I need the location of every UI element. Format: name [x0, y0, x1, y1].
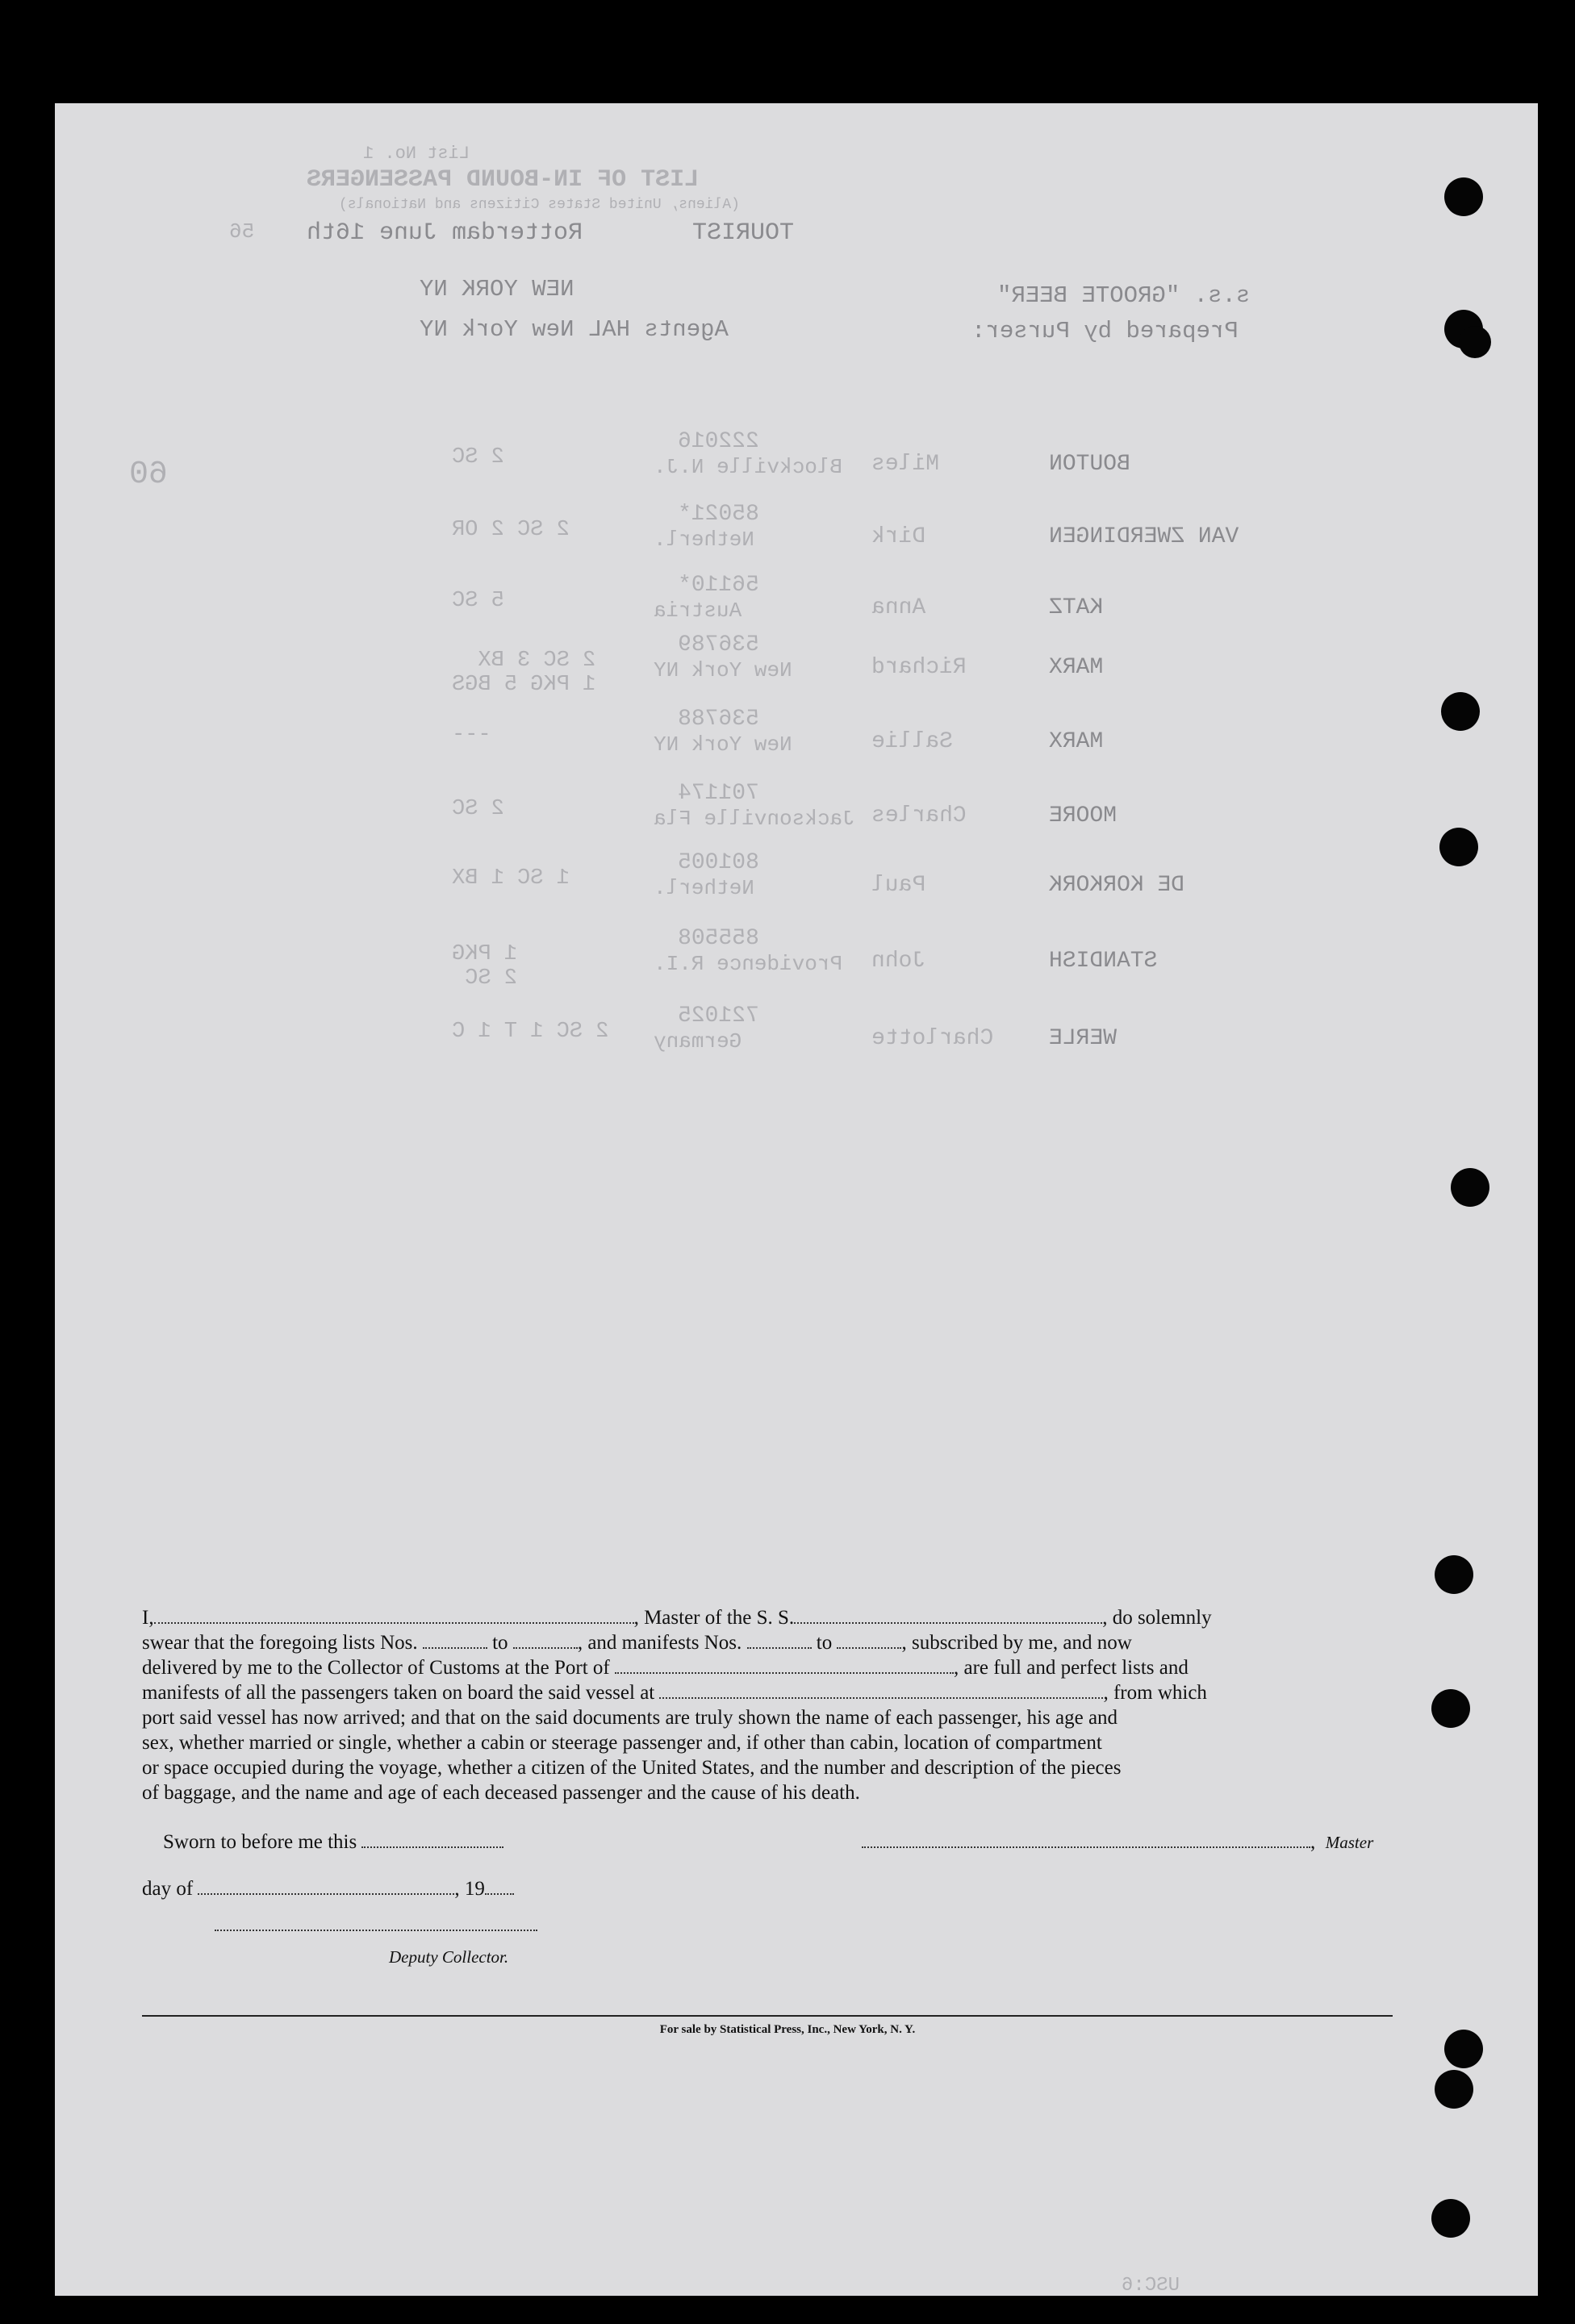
tourist-label: TOURIST [692, 219, 795, 247]
arrival-port: NEW YORK NY [420, 276, 574, 302]
passenger-surname: WERLE [1049, 1026, 1118, 1051]
passenger-number: 801005 [678, 850, 759, 875]
binder-hole [1435, 1555, 1473, 1594]
passenger-codes: 2 SC [452, 445, 504, 469]
passenger-surname: KATZ [1049, 595, 1104, 620]
passenger-address: New York NY [654, 732, 792, 757]
declaration-line: of baggage, and the name and age of each deceased passenger and the cause of his death. [142, 1782, 860, 1804]
list-title: LIST OF IN-BOUND PASSENGERS [307, 166, 700, 194]
passenger-surname: VAN ZWERDINGEN [1049, 524, 1239, 549]
passenger-address: Blockville N.J. [654, 455, 843, 479]
binder-hole [1431, 2199, 1470, 2238]
passenger-number: 222016 [678, 429, 759, 454]
passenger-given-name: Dirk [871, 524, 926, 549]
passenger-codes: 2 SC 3 BX 1 PKG 5 BGS [452, 649, 596, 697]
passenger-number: 56110* [678, 573, 759, 598]
sworn-line: Sworn to before me this [163, 1831, 503, 1854]
declaration-line: swear that the foregoing lists Nos. to , and manifests Nos. to , subscribed by me, and now [142, 1632, 1132, 1654]
binder-hole [1439, 828, 1478, 866]
declaration-line: manifests of all the passengers taken on board the said vessel at , from which [142, 1682, 1207, 1704]
passenger-number: 536788 [678, 707, 759, 732]
list-number: List No. 1 [363, 144, 470, 164]
passenger-address: New York NY [654, 658, 792, 682]
margin-note: 60 [129, 457, 169, 493]
passenger-surname: MARX [1049, 655, 1104, 680]
passenger-codes: --- [452, 723, 491, 747]
declaration-line: I, , Master of the S. S. , do solemnly [142, 1607, 1212, 1629]
passenger-codes: 5 SC [452, 589, 504, 613]
master-declaration [142, 1605, 1393, 1805]
passenger-address: Netherl. [654, 528, 754, 552]
passenger-given-name: Paul [871, 873, 926, 898]
passenger-given-name: Richard [871, 655, 967, 680]
list-subtitle: (Aliens, United States Citizens and Nationals) [339, 197, 740, 213]
passenger-number: 85021* [678, 502, 759, 527]
binder-hole [1459, 326, 1491, 358]
passenger-given-name: John [871, 949, 926, 974]
passenger-address: Germany [654, 1029, 742, 1054]
voyage-info: Rotterdam June 16th [307, 219, 583, 247]
passenger-codes: 2 SC 2 OR [452, 518, 570, 542]
year: 56 [229, 219, 255, 244]
agents: Agents HAL New York NY [420, 316, 729, 343]
declaration-line: delivered by me to the Collector of Customs at the Port of , are full and perfect lists and [142, 1657, 1189, 1679]
passenger-given-name: Charles [871, 803, 967, 828]
passenger-number: 721025 [678, 1003, 759, 1028]
passenger-given-name: Sallie [871, 729, 953, 754]
passenger-address: Jacksonville Fla [654, 807, 855, 831]
passenger-surname: MOORE [1049, 803, 1118, 828]
passenger-codes: 1 SC 1 BX [452, 866, 570, 891]
passenger-surname: DE KORKORK [1049, 873, 1185, 898]
declaration-line: or space occupied during the voyage, whether a citizen of the United States, and the number and description of the pieces [142, 1757, 1122, 1779]
manifest-page [55, 103, 1538, 2296]
day-of-line: day of , 19 [142, 1878, 514, 1901]
printer-footer: For sale by Statistical Press, Inc., New York, N. Y. [659, 2023, 916, 2036]
passenger-given-name: Miles [871, 452, 940, 477]
passenger-codes: 2 SC 1 T 1 C [452, 1020, 609, 1044]
ship-name: s.s. "GROOTE BEER" [997, 282, 1251, 309]
declaration-line: sex, whether married or single, whether a cabin or steerage passenger and, if other than cabin, location of compartment [142, 1732, 1102, 1754]
passenger-surname: BOUTON [1049, 452, 1130, 477]
binder-hole [1431, 1689, 1470, 1728]
passenger-surname: STANDISH [1049, 949, 1158, 974]
deputy-signature-line [215, 1930, 537, 1931]
passenger-surname: MARX [1049, 729, 1104, 754]
passenger-codes: 2 SC [452, 797, 504, 821]
footer-rule [142, 2015, 1393, 2017]
passenger-number: 701174 [678, 781, 759, 806]
prepared-by: Prepared by Purser: [971, 318, 1239, 344]
binder-hole [1441, 692, 1480, 731]
deputy-collector-label: Deputy Collector. [389, 1947, 509, 1967]
master-signature-line: , Master [862, 1831, 1373, 1854]
passenger-address: Austria [654, 599, 742, 623]
binder-hole [1435, 2070, 1473, 2109]
declaration-line: port said vessel has now arrived; and that on the said documents are truly shown the name of each passenger, his age and [142, 1707, 1118, 1729]
passenger-given-name: Charlotte [871, 1026, 994, 1051]
binder-hole [1444, 177, 1483, 216]
passenger-number: 536789 [678, 632, 759, 657]
passenger-codes: 1 PKG 2 SC [452, 942, 518, 991]
passenger-address: Netherl. [654, 876, 754, 900]
passenger-given-name: Anna [871, 595, 926, 620]
passenger-address: Providence R.I. [654, 952, 843, 976]
stamp-number: USC:6 [1122, 2275, 1180, 2297]
binder-hole [1451, 1168, 1489, 1207]
passenger-number: 855508 [678, 926, 759, 951]
